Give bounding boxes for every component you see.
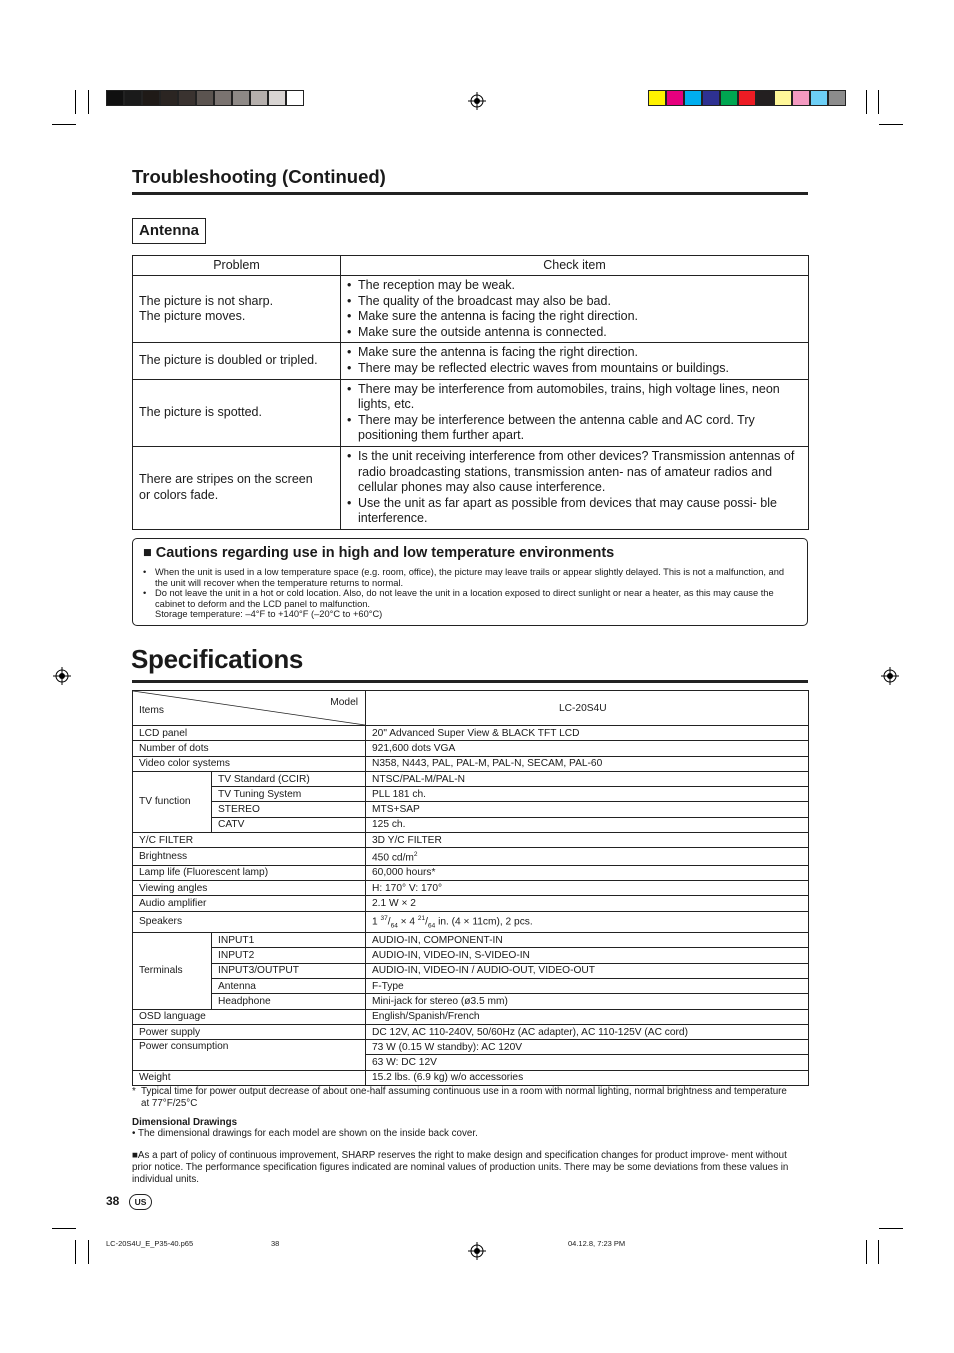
swatch — [124, 90, 142, 106]
swatch — [774, 90, 792, 106]
table-row — [133, 1070, 809, 1085]
table-row — [133, 978, 809, 993]
spec-value: 3D Y/C FILTER — [366, 833, 809, 848]
swatch — [756, 90, 774, 106]
spec-value: Mini-jack for stereo (ø3.5 mm) — [366, 994, 809, 1009]
registration-mark-icon — [881, 667, 899, 685]
caution-bullet: • When the unit is used in a low temperature space (e.g. room, office), the picture may leave trails or appear slightly delayed. This is not a malfunction, and the unit will recover when the temperature returns to normal. — [143, 567, 798, 588]
registration-mark-icon — [53, 667, 71, 685]
spec-value: 125 ch. — [366, 817, 809, 832]
spec-value: PLL 181 ch. — [366, 787, 809, 802]
check-item: • There may be reflected electric waves from mountains or buildings. — [341, 361, 800, 377]
table-row — [133, 771, 809, 786]
table-row — [133, 802, 809, 817]
check-item: • Is the unit receiving interference from other devices? Transmission antennas of radio broadcasting stations, transmission anten- nas of amateur radios and cellular phones may also cause interference. — [341, 449, 800, 496]
dimensional-drawings-text: • The dimensional drawings for each model are shown on the inside back cover. — [132, 1128, 478, 1139]
color-bar-swatches — [648, 90, 846, 106]
table-row — [133, 446, 809, 529]
swatch — [738, 90, 756, 106]
superscript: 2 — [413, 851, 418, 859]
table-row — [133, 726, 809, 741]
footnote-marker: * — [132, 1086, 136, 1097]
swatch — [648, 90, 666, 106]
swatch — [828, 90, 846, 106]
spec-value: AUDIO-IN, COMPONENT-IN — [366, 933, 809, 948]
check-item: • The reception may be weak. — [341, 278, 800, 294]
model-name: LC-20S4U — [366, 691, 809, 726]
swatch — [232, 90, 250, 106]
spec-value: 921,600 dots VGA — [366, 741, 809, 756]
registration-mark-icon — [468, 1242, 486, 1260]
check-item: • Make sure the antenna is facing the right direction. — [341, 345, 800, 361]
spec-label: Speakers — [133, 911, 366, 932]
check-item: • Make sure the outside antenna is connected. — [341, 325, 800, 341]
check-item: • There may be interference from automobiles, trains, high voltage lines, neon lights, etc. — [341, 382, 800, 413]
table-row — [133, 865, 809, 880]
spec-value: NTSC/PAL-M/PAL-N — [366, 771, 809, 786]
spec-value-text: in. (4 × 11cm), 2 pcs. — [435, 916, 533, 928]
spec-sublabel: Antenna — [212, 978, 366, 993]
spec-label: Viewing angles — [133, 881, 366, 896]
page-title: Specifications — [131, 644, 304, 674]
problem-line: The picture is spotted. — [139, 404, 262, 419]
spec-value: 2.1 W × 2 — [366, 896, 809, 911]
table-row — [133, 911, 809, 932]
spec-value-text: 1 — [372, 916, 381, 928]
spec-label: LCD panel — [133, 726, 366, 741]
spec-sublabel: TV Standard (CCIR) — [212, 771, 366, 786]
spec-label: OSD language — [133, 1009, 366, 1024]
table-row — [133, 896, 809, 911]
swatch — [142, 90, 160, 106]
specifications-table — [132, 690, 809, 1086]
fraction-numerator: 21 — [417, 914, 426, 922]
spec-label: Power consumption — [133, 1040, 366, 1071]
specs-rule — [132, 680, 808, 683]
swatch — [214, 90, 232, 106]
registration-mark-icon — [468, 92, 486, 110]
footnote-star — [132, 1086, 794, 1110]
section-rule — [132, 192, 808, 195]
spec-sublabel: INPUT1 — [212, 933, 366, 948]
problem-line: The picture is doubled or tripled. — [139, 353, 318, 368]
footnote-text: Typical time for power output decrease of about one-half assuming continuous use in a room with normal lighting, normal brightness and temperature at 77°F/25°C — [141, 1086, 787, 1109]
spec-value: DC 12V, AC 110-240V, 50/60Hz (AC adapter), AC 110-125V (AC cord) — [366, 1024, 809, 1039]
problem-cell — [133, 343, 341, 379]
table-row — [133, 817, 809, 832]
header-model: Model — [330, 697, 358, 708]
caution-bullet: • Do not leave the unit in a hot or cold location. Also, do not leave the unit in a location exposed to direct sunlight or near a heater, as this may cause the cabinet to deform and the LCD panel to malfunction. — [143, 588, 798, 609]
table-row — [133, 756, 809, 771]
swatch — [178, 90, 196, 106]
spec-value: English/Spanish/French — [366, 1009, 809, 1024]
header-items: Items — [139, 705, 164, 716]
spec-value: H: 170° V: 170° — [366, 881, 809, 896]
caution-title: ■ Cautions regarding use in high and low temperature environments — [143, 545, 615, 561]
gray-ramp-swatches — [106, 90, 304, 106]
header-diagonal-cell — [133, 691, 366, 726]
swatch — [792, 90, 810, 106]
table-row — [133, 848, 809, 865]
column-header-check-item: Check item — [341, 256, 809, 276]
spec-label: Lamp life (Fluorescent lamp) — [133, 865, 366, 880]
swatch — [666, 90, 684, 106]
table-row — [133, 1024, 809, 1039]
policy-note: ■As a part of policy of continuous improvement, SHARP reserves the right to make design and specification changes for product improve- ment without prior notice. The performance specification figures indicated are nominal values of production units. There may be some deviations from these values in individual units. — [132, 1150, 789, 1185]
spec-value — [366, 848, 809, 865]
storage-temperature: Storage temperature: –4°F to +140°F (–20°C to +60°C) — [155, 609, 383, 619]
spec-label: Y/C FILTER — [133, 833, 366, 848]
spec-value: 1 $^{37}/_{64} \times 4$ $^{21}/_{64}$ in. (4 × 11cm), 2 pcs. — [366, 911, 809, 932]
table-row — [133, 994, 809, 1009]
table-row — [133, 881, 809, 896]
spec-value: AUDIO-IN, VIDEO-IN / AUDIO-OUT, VIDEO-OUT — [366, 963, 809, 978]
problem-line: The picture is not sharp. — [139, 293, 274, 308]
spec-sublabel: CATV — [212, 817, 366, 832]
swatch — [720, 90, 738, 106]
spec-sublabel: TV Tuning System — [212, 787, 366, 802]
table-row — [133, 343, 809, 379]
spec-value: 15.2 lbs. (6.9 kg) w/o accessories — [366, 1070, 809, 1085]
spec-value: F-Type — [366, 978, 809, 993]
table-row — [133, 1009, 809, 1024]
spec-value: MTS+SAP — [366, 802, 809, 817]
spec-value: 63 W: DC 12V — [366, 1055, 809, 1070]
table-row — [133, 933, 809, 948]
problem-line: The picture moves. — [139, 309, 246, 324]
spec-label: Video color systems — [133, 756, 366, 771]
table-row — [133, 741, 809, 756]
table-row — [133, 963, 809, 978]
spec-group-label: TV function — [133, 771, 212, 832]
slug-date: 04.12.8, 7:23 PM — [568, 1239, 626, 1248]
check-item: • Make sure the antenna is facing the right direction. — [341, 309, 800, 325]
check-cell — [341, 379, 809, 446]
spec-sublabel: Headphone — [212, 994, 366, 1009]
check-item: • There may be interference between the antenna cable and AC cord. Try positioning them further apart. — [341, 413, 800, 444]
problem-cell — [133, 379, 341, 446]
spec-group-label: Terminals — [133, 933, 212, 1009]
table-row — [133, 1040, 809, 1055]
problem-cell — [133, 446, 341, 529]
region-badge: US — [129, 1194, 152, 1210]
check-item: • The quality of the broadcast may also be bad. — [341, 294, 800, 310]
check-cell — [341, 276, 809, 343]
swatch — [286, 90, 304, 106]
swatch — [702, 90, 720, 106]
spec-value-text: 450 cd/m — [372, 852, 414, 864]
swatch — [106, 90, 124, 106]
spec-value: N358, N443, PAL, PAL-M, PAL-N, SECAM, PAL-60 — [366, 756, 809, 771]
problem-line: There are stripes on the screen — [139, 472, 313, 487]
spec-sublabel: STEREO — [212, 802, 366, 817]
swatch — [810, 90, 828, 106]
caution-box — [132, 538, 808, 626]
spec-sublabel: INPUT3/OUTPUT — [212, 963, 366, 978]
section-title: Troubleshooting (Continued) — [132, 166, 386, 187]
table-row — [133, 787, 809, 802]
spec-value: 73 W (0.15 W standby): AC 120V — [366, 1040, 809, 1055]
problem-line: or colors fade. — [139, 487, 219, 502]
swatch — [160, 90, 178, 106]
slug-file: LC-20S4U_E_P35-40.p65 — [106, 1239, 194, 1248]
check-item: • Use the unit as far apart as possible from devices that may cause possi- ble interference. — [341, 496, 800, 527]
spec-label: Brightness — [133, 848, 366, 865]
dimensional-drawings-title: Dimensional Drawings — [132, 1117, 238, 1128]
table-row — [133, 276, 809, 343]
antenna-label: Antenna — [132, 218, 206, 244]
fraction-numerator: 37 — [380, 914, 388, 922]
spec-label: Number of dots — [133, 741, 366, 756]
spec-sublabel: INPUT2 — [212, 948, 366, 963]
check-cell — [341, 446, 809, 529]
table-row — [133, 948, 809, 963]
page-number: 38 — [106, 1194, 120, 1208]
slug-page: 38 — [271, 1239, 280, 1248]
spec-label: Power supply — [133, 1024, 366, 1039]
fraction-denominator: 64 — [428, 922, 436, 930]
spec-value-text: × 4 — [397, 916, 418, 928]
spec-label: Audio amplifier — [133, 896, 366, 911]
spec-value: AUDIO-IN, VIDEO-IN, S-VIDEO-IN — [366, 948, 809, 963]
caution-body — [143, 567, 798, 620]
table-row — [133, 833, 809, 848]
check-cell — [341, 343, 809, 379]
swatch — [684, 90, 702, 106]
column-header-problem: Problem — [133, 256, 341, 276]
swatch — [196, 90, 214, 106]
spec-label: Weight — [133, 1070, 366, 1085]
swatch — [268, 90, 286, 106]
fraction-denominator: 64 — [390, 922, 398, 930]
spec-value: 60,000 hours* — [366, 865, 809, 880]
antenna-troubleshooting-table — [132, 255, 809, 530]
table-row — [133, 379, 809, 446]
spec-value: 20" Advanced Super View & BLACK TFT LCD — [366, 726, 809, 741]
swatch — [250, 90, 268, 106]
problem-cell — [133, 276, 341, 343]
